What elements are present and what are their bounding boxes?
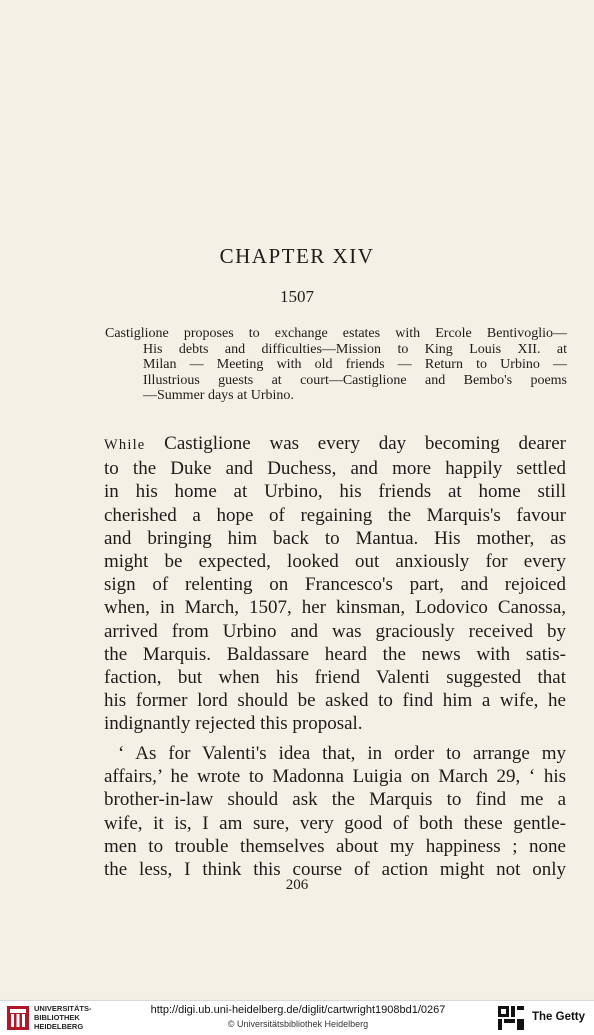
paragraph-2 xyxy=(104,742,566,881)
smallcaps-opening: While xyxy=(104,437,146,453)
paragraph-first-line xyxy=(104,432,566,457)
library-name xyxy=(34,1004,92,1031)
getty-logo-icon xyxy=(497,1005,525,1031)
text-line: arrived from Urbino and was graciously received by xyxy=(104,620,566,642)
library-name-line: BIBLIOTHEK xyxy=(34,1013,80,1022)
text-line: wife, it is, I am sure, very good of both these gentle- xyxy=(104,812,566,834)
text-line: ‘ As for Valenti's idea that, in order to arrange my xyxy=(118,743,566,764)
text-line: the less, I think this course of action might not only xyxy=(104,859,566,881)
library-name-line: HEIDELBERG xyxy=(34,1022,84,1031)
text-line: when, in March, 1507, her kinsman, Lodovico Canossa, xyxy=(104,597,566,619)
chapter-year: 1507 xyxy=(280,287,314,306)
text-line: men to trouble themselves about my happiness ; none xyxy=(104,835,566,857)
summary-line: Castiglione proposes to exchange estates with Ercole Bentivoglio— xyxy=(105,326,567,341)
text-line: indignantly rejected this proposal. xyxy=(104,713,363,735)
text-line: the Marquis. Baldassare heard the news with satis- xyxy=(104,643,566,665)
text-line: might be expected, looked out anxiously for every xyxy=(104,551,566,573)
text-line: affairs,’ he wrote to Madonna Luigia on March 29, ‘ his xyxy=(104,766,566,788)
text-line: faction, but when his friend Valenti suggested that xyxy=(104,667,566,689)
chapter-summary xyxy=(105,326,567,404)
page-number: 206 xyxy=(285,877,309,893)
summary-line: Illustrious guests at court—Castiglione and Bembo's poems xyxy=(143,372,567,388)
text-line: to the Duke and Duchess, and more happily settled xyxy=(104,458,566,480)
text-line: his former lord should be asked to find him a wife, he xyxy=(104,690,566,712)
summary-line: His debts and difficulties—Mission to King Louis XII. at xyxy=(143,341,567,357)
library-name-line: UNIVERSITÄTS- xyxy=(34,1004,92,1013)
getty-label: The Getty xyxy=(532,1011,586,1023)
summary-line: —Summer days at Urbino. xyxy=(143,388,294,404)
paragraph-1 xyxy=(104,432,566,736)
chapter-title: CHAPTER XIV xyxy=(219,244,375,268)
text-line: sign of relenting on Francesco's part, and rejoiced xyxy=(104,574,566,596)
viewer-footer xyxy=(0,1000,594,1035)
university-library-logo-icon xyxy=(6,1004,30,1032)
permalink-url[interactable]: http://digi.ub.uni-heidelberg.de/diglit/cartwright1908bd1/0267 xyxy=(150,1004,446,1016)
text-line: and bringing him back to Mantua. His mother, as xyxy=(104,527,566,549)
copyright-notice: © Universitätsbibliothek Heidelberg xyxy=(227,1019,369,1029)
first-line-text: Castiglione was every day becoming dearer xyxy=(145,433,566,454)
summary-line: Milan — Meeting with old friends — Return to Urbino — xyxy=(143,357,567,373)
text-line: brother-in-law should ask the Marquis to find me a xyxy=(104,789,566,811)
text-line: cherished a hope of regaining the Marquis's favour xyxy=(104,504,566,526)
text-line: in his home at Urbino, his friends at home still xyxy=(104,481,566,503)
